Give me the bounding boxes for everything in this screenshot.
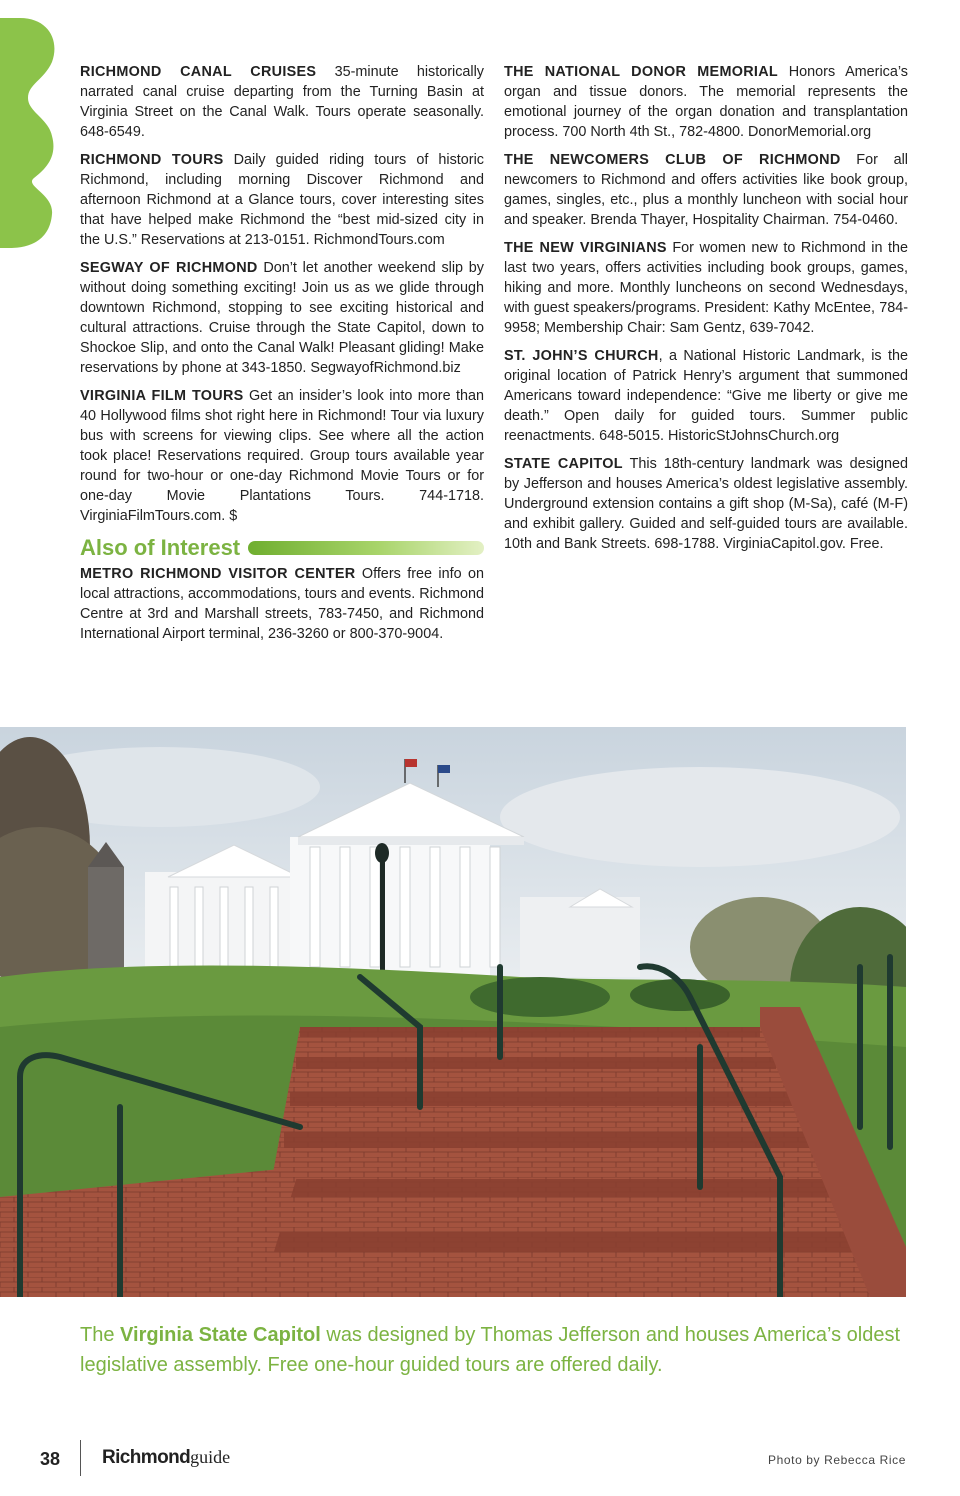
left-column [80, 62, 484, 652]
capitol-photo [0, 727, 906, 1297]
caption-emphasis: Virginia State Capitol [120, 1324, 321, 1346]
brand-bold: Richmond [102, 1447, 191, 1468]
photo-caption [80, 1320, 910, 1380]
listing-name: THE NATIONAL DONOR MEMORIAL [504, 64, 779, 80]
listing-text: 35-minute historically narrated canal cruise departing from the Turning Basin at Virginia Street on the Canal Walk. Tours operate seasonally. 648-6549. [80, 64, 484, 140]
listing-name: METRO RICHMOND VISITOR CENTER [80, 566, 356, 582]
capitol-photo-illustration [0, 727, 906, 1297]
listing-new-virginians [504, 238, 908, 338]
listing-newcomers-club [504, 150, 908, 230]
publication-logo [102, 1447, 230, 1469]
listing-name: VIRGINIA FILM TOURS [80, 388, 244, 404]
listing-virginia-film-tours [80, 386, 484, 526]
listing-metro-richmond-visitor-center [80, 564, 484, 644]
listing-name: THE NEWCOMERS CLUB OF RICHMOND [504, 152, 841, 168]
photo-credit: Photo by Rebecca Rice [767, 1453, 906, 1467]
listing-state-capitol [504, 454, 908, 554]
caption-prefix: The [80, 1324, 121, 1346]
listing-text: For all newcomers to Richmond and offers activities like book group, games, singles, etc., plus a monthly luncheon with social hour and speaker. Brenda Thayer, Hospitality Chairman. 754-0460. [504, 152, 908, 228]
right-column [504, 62, 908, 562]
listing-text: Daily guided riding tours of historic Richmond, including morning Discover Richmond and afternoon Richmond at a Glance tours, cover interesting sites that have helped make Richmond the “best mid-sized city in the U.S.” Reservations at 213-0151. RichmondTours.com [80, 152, 484, 248]
listing-name: RICHMOND TOURS [80, 152, 224, 168]
listing-text: Offers free info on local attractions, accommodations, tours and events. Richmond Centre at 3rd and Marshall streets, 783-7450, and Richmond International Airport terminal, 236-3260 or 800-370-9004. [80, 566, 485, 642]
section-title: Also of Interest [80, 535, 241, 560]
listing-text: Honors America’s organ and tissue donors. The memorial represents the emotional journey of the organ donation and transplantation process. 700 North 4th St., 782-4800. DonorMemorial.org [504, 64, 908, 140]
brand-light: guide [190, 1447, 231, 1467]
listing-text: This 18th-century landmark was designed by Jefferson and houses America’s oldest legislative assembly. Underground extension contains a gift shop (M-Sa), café (M-F) and exhibit gallery. Guided and self-guided tours are available. 10th and Bank Streets. 698-1788. VirginiaCapitol.gov. Free. [504, 456, 908, 552]
listing-name: RICHMOND CANAL CRUISES [80, 64, 317, 80]
section-heading-also-of-interest [80, 535, 484, 560]
listing-text: For women new to Richmond in the last two years, offers activities including book groups, games, hiking and more. Monthly luncheons on second Wednesdays, with guest speakers/programs. President: Kathy McEntee, 784-9958; Membership Chair: Sam Gentz, 639-7042. [504, 240, 908, 336]
footer-divider [80, 1440, 81, 1476]
listing-richmond-canal-cruises [80, 62, 484, 142]
green-tab-decoration [0, 18, 60, 248]
listing-name: THE NEW VIRGINIANS [504, 240, 667, 256]
page-number: 38 [40, 1449, 61, 1469]
listing-text: Get an insider’s look into more than 40 Hollywood films shot right here in Richmond! Tour via luxury bus with screens for viewing clips. See where all the action took place! Reservations required. Group tours available year round for two-hour or one-day Richmond Movie Tours or for one-day Movie Plantations Tours. 744-1718. VirginiaFilmTours.com. $ [80, 388, 484, 524]
listing-st-johns-church [504, 346, 908, 446]
listing-name: ST. JOHN’S CHURCH [504, 348, 659, 364]
listing-text: Don’t let another weekend slip by without doing something exciting! Join us as we glide through downtown Richmond, stopping to see exciting historical and cultural attractions. Cruise through the State Capitol, down to Shockoe Slip, and onto the Canal Walk! Pleasant gliding! Make reservations by phone at 343-1850. SegwayofRichmond.biz [80, 260, 484, 376]
listing-segway-of-richmond [80, 258, 484, 378]
listing-name: STATE CAPITOL [504, 456, 623, 472]
listing-national-donor-memorial [504, 62, 908, 142]
caption-suffix: was designed by Thomas Jefferson and houses America’s oldest legislative assembly. Free one-hour guided tours are offered daily. [80, 1324, 901, 1376]
listing-richmond-tours [80, 150, 484, 250]
section-heading-bar [248, 541, 484, 555]
listing-text: , a National Historic Landmark, is the original location of Patrick Henry’s argument that summoned Americans toward independence: “Give me liberty or give me death.” Open daily for guided tours. Summer public reenactments. 648-5015. HistoricStJohnsChurch.org [504, 348, 908, 444]
listing-name: SEGWAY OF RICHMOND [80, 260, 258, 276]
